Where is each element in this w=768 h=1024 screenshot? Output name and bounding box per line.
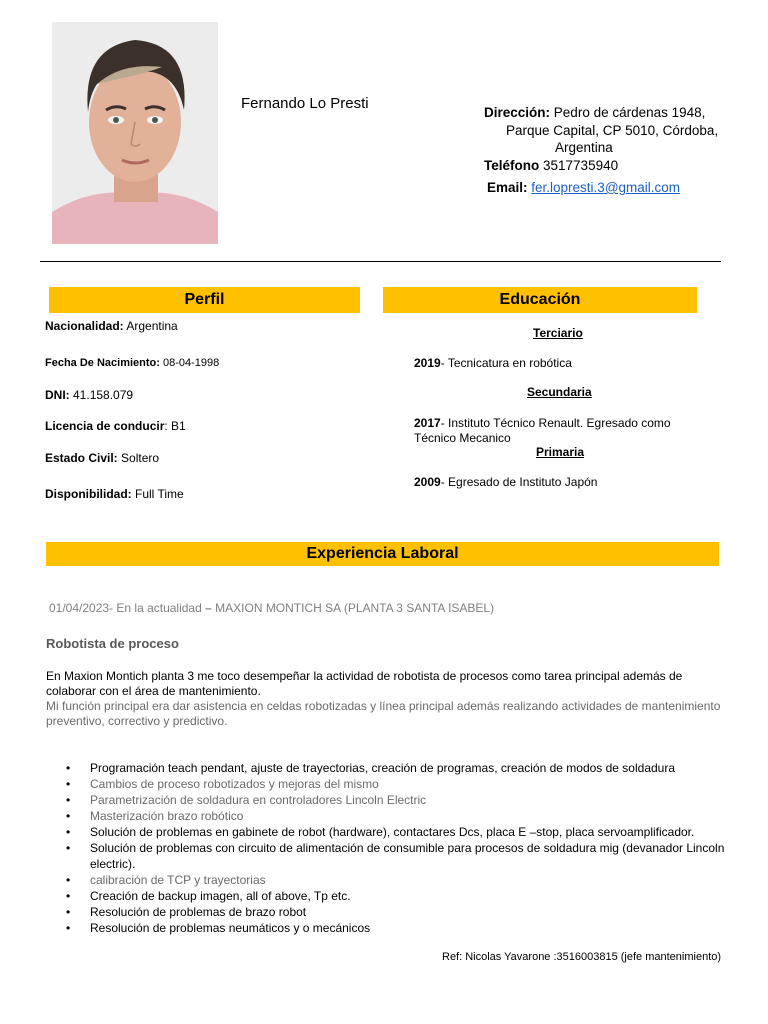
task-item: • Masterización brazo robótico [66,808,736,824]
edu-heading-terciario: Terciario [533,326,583,340]
address-line1 [484,105,705,120]
task-item: • calibración de TCP y trayectorias [66,872,736,888]
email-link[interactable]: fer.lopresti.3@gmail.com [531,180,681,195]
reference-note: Ref: Nicolas Yavarone :3516003815 (jefe mantenimiento) [442,951,722,963]
perfil-section-header: Perfil [49,287,360,313]
phone-value: 3517735940 [543,158,619,173]
portrait-image [52,22,218,244]
perfil-label: Licencia de conducir [45,419,165,433]
edu-entry-secundaria [414,416,714,446]
edu-year: 2017 [414,416,441,430]
perfil-value: Full Time [131,487,184,501]
job-dash: – [201,601,216,615]
task-item: • Cambios de proceso robotizados y mejoras del mismo [66,776,736,792]
task-item: • Programación teach pendant, ajuste de trayectorias, creación de programas, creación de modos de soldadura [66,760,736,776]
perfil-value: Argentina [123,319,178,333]
task-item: • Resolución de problemas de brazo robot [66,904,736,920]
task-item: • Parametrización de soldadura en controladores Lincoln Electric [66,792,736,808]
profile-photo [52,22,218,244]
edu-text: - Tecnicatura en robótica [440,356,572,370]
task-item: • Solución de problemas con circuito de alimentación de consumible para procesos de soldadura mig (devanador Lincoln electric). [66,840,736,872]
edu-text: - Egresado de Instituto Japón [440,475,598,489]
edu-heading-primaria: Primaria [536,445,585,459]
job-date: 01/04/2023- En la actualidad [49,601,202,615]
perfil-value: 08-04-1998 [159,357,220,369]
address-line2: Parque Capital, CP 5010, Córdoba, [506,123,719,138]
perfil-value: 41.158.079 [69,388,134,402]
perfil-row-civil-status [45,451,159,465]
experiencia-section-header: Experiencia Laboral [46,542,719,566]
job-company: MAXION MONTICH SA (PLANTA 3 SANTA ISABEL) [215,601,495,615]
job-header [49,601,494,615]
edu-text: - Instituto Técnico Renault. Egresado como Técnico Mecanico [414,416,671,445]
address-value-1: Pedro de cárdenas 1948, [553,105,706,120]
header-divider [40,261,721,262]
edu-entry-terciario [414,356,714,371]
task-item: • Solución de problemas en gabinete de robot (hardware), contactares Dcs, placa E –stop, placa servoamplificador. [66,824,736,840]
candidate-name: Fernando Lo Presti [241,95,369,112]
phone-label: Teléfono [484,158,540,173]
perfil-row-birthdate [45,357,219,369]
edu-year: 2009 [414,475,441,489]
phone-line [484,158,618,173]
job-description: En Maxion Montich planta 3 me toco desempeñar la actividad de robotista de procesos como tarea principal además de colaborar con el área de mantenimiento. [46,669,683,698]
perfil-label: Nacionalidad: [45,319,124,333]
perfil-label: Estado Civil: [45,451,118,465]
perfil-row-license [45,419,186,433]
perfil-label: Disponibilidad: [45,487,132,501]
perfil-row-availability [45,487,184,501]
job-responsibilities: Mi función principal era dar asistencia en celdas robotizadas y línea principal además realizando actividades de mantenimiento preventivo, correctivo y predictivo. [46,699,721,728]
perfil-value: : B1 [164,419,186,433]
perfil-row-nationality [45,319,178,333]
task-item: • Resolución de problemas neumáticos y o mecánicos [66,920,736,936]
educacion-section-header: Educación [383,287,697,313]
perfil-label: Fecha De Nacimiento: [45,357,160,369]
perfil-label: DNI: [45,388,70,402]
task-item: • Creación de backup imagen, all of above, Tp etc. [66,888,736,904]
edu-year: 2019 [414,356,441,370]
job-role: Robotista de proceso [46,636,179,651]
address-label: Dirección: [484,105,551,120]
task-list [66,760,736,936]
perfil-row-dni [45,388,133,402]
email-label: Email: [487,180,528,195]
perfil-value: Soltero [117,451,160,465]
edu-entry-primaria [414,475,714,490]
email-line [487,180,680,195]
address-line3: Argentina [555,140,613,155]
edu-heading-secundaria: Secundaria [527,385,592,399]
